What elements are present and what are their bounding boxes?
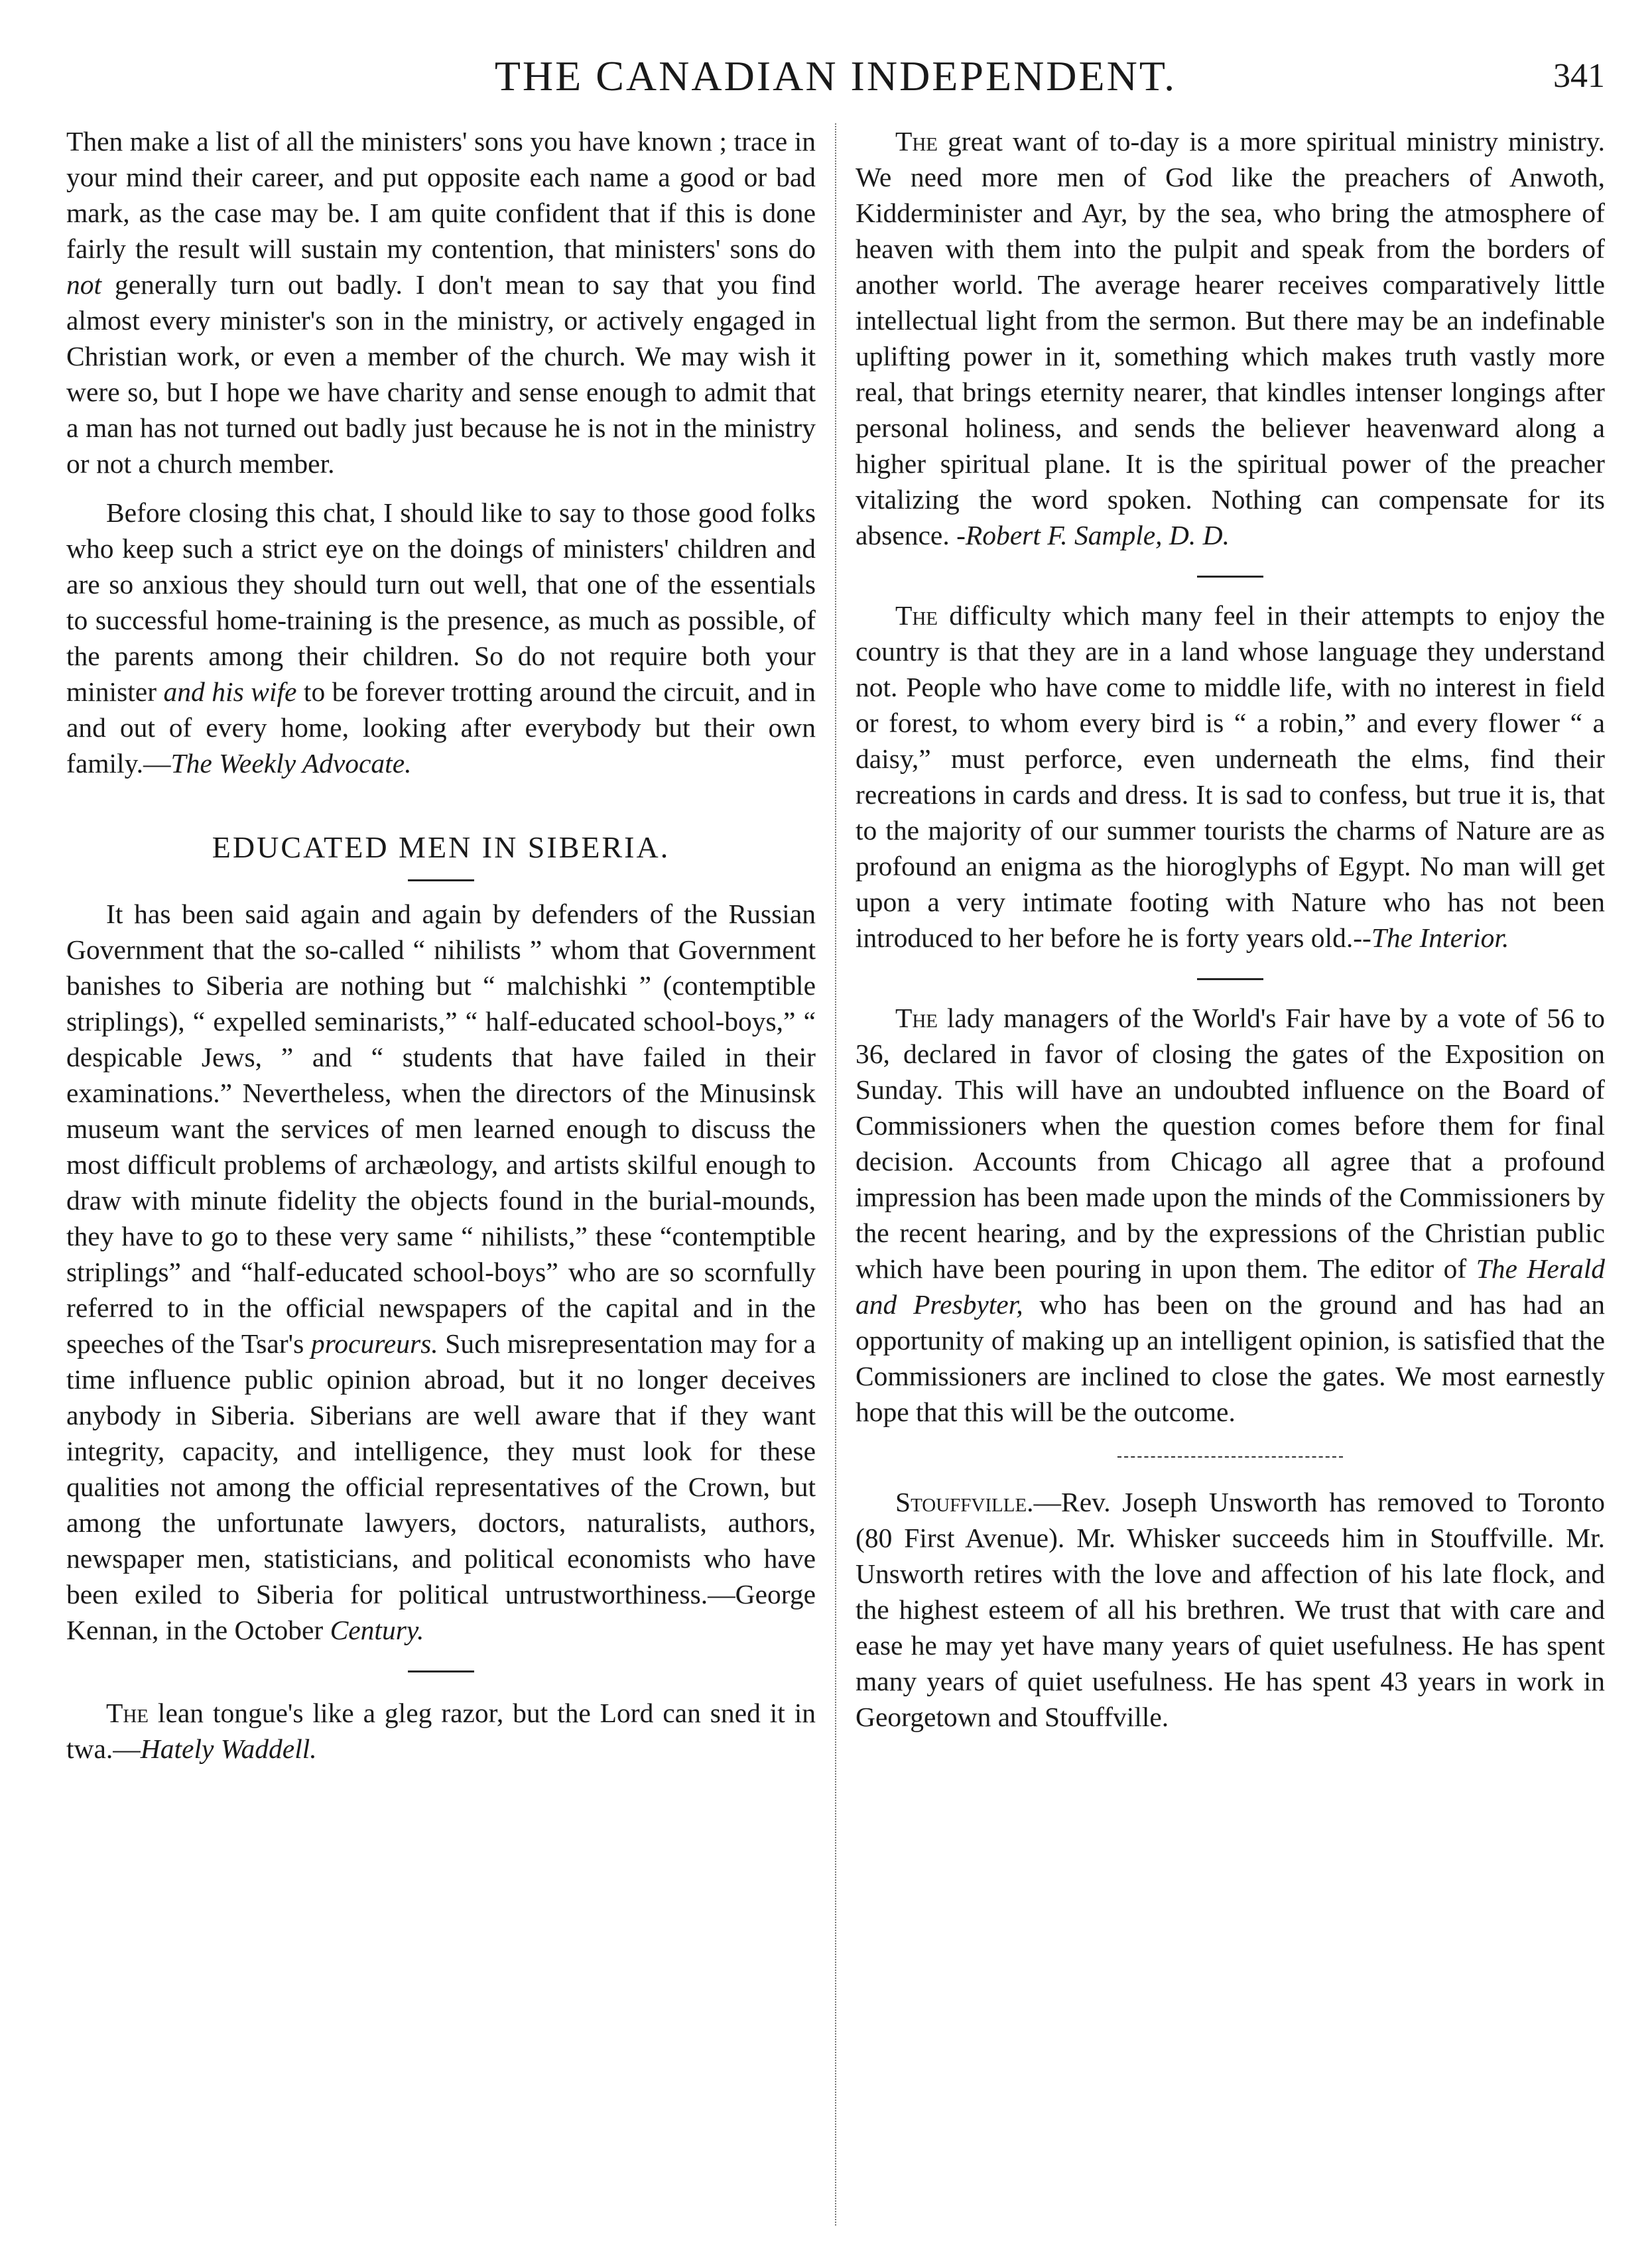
separator-rule xyxy=(1197,978,1263,980)
closing-chat-paragraph: Before closing this chat, I should like to say to those good folks who keep such a strict eye on the doings of ministers' children and are so anxious they should turn out well, that one of the essentials to successful home-training is the presence, as much as possible, of the parents among their children. So do not require both your minister and his wife to be forever trotting around the circuit, and in and out of every home, looking after everybody but their own family.—The Weekly Advocate. xyxy=(66,497,816,779)
section-rule xyxy=(408,879,474,881)
worlds-fair-paragraph: The lady managers of the World's Fair have by a vote of 56 to 36, declared in favor of closing the gates of the Exposition on Sunday. This will have an undoubted influence on the Board of Commissioners when the question comes before them for final decision. Accounts from Chicago all agree that a profound impression has been made upon the minds of the Commissioners by the recent hearing, and by the expressions of the Christian public which have been pouring in upon them. The editor of The Herald and Presbyter, who has been on the ground and has had an opportunity of making up an intelligent opinion, is satisfied that the Commissioners are inclined to close the gates. We most earnestly hope that this will be the outcome. xyxy=(856,1003,1605,1427)
interior-source: The Interior. xyxy=(1371,922,1509,953)
lean-tongue-paragraph: The lean tongue's like a gleg razor, but the Lord can sned it in twa.—Hately Waddell. xyxy=(66,1698,816,1764)
siberia-paragraph: It has been said again and again by defenders of the Russian Government that the so-called “ nihilists ” whom that Government banishes to Siberia are nothing but “ malchishki ” (contemptible striplings), “ expelled seminarists,” “ half-educated school-boys,” “ despicable Jews, ” and “ students that have failed in their examinations.” Nevertheless, when the directors of the Minusinsk museum want the services of men learned enough to discuss the most difficult problems of archæology, and artists skilful enough to draw with minute fidelity the objects found in the burial-mounds, they have to go to these very same “ nihilists,” these “contemptible striplings” and “half-educated school-boys” who are so scornfully referred to in the official newspapers of the capital and in the speeches of the Tsar's procureurs. Such misrepresentation may for a time influence public opinion abroad, but it no longer deceives anybody in Siberia. Siberians are well aware that if they want integrity, capacity, and intelligence, they must look for these qualities not among the official representatives of the Crown, but among the unfortunate lawyers, doctors, naturalists, authors, newspaper men, statisticians, and political economists who have been exiled to Siberia for political untrustworthiness.—George Kennan, in the October Century. xyxy=(66,899,816,1645)
columns xyxy=(66,123,1605,1767)
robert-sample-source: Robert F. Sample, D. D. xyxy=(965,520,1230,550)
page-header xyxy=(66,40,1605,119)
separator-rule xyxy=(1197,576,1263,578)
weekly-advocate-source: The Weekly Advocate. xyxy=(170,748,412,779)
publication-title: THE CANADIAN INDEPENDENT. xyxy=(494,52,1177,99)
hately-waddell-source: Hately Waddell. xyxy=(140,1733,317,1764)
newspaper-page xyxy=(66,40,1605,2241)
separator-rule xyxy=(1117,1456,1343,1458)
page-number: 341 xyxy=(1553,57,1605,95)
right-column xyxy=(856,123,1605,1767)
ministers-sons-paragraph: Then make a list of all the ministers' sons you have known ; trace in your mind their career, and put opposite each name a good or bad mark, as the case may be. I am quite confident that if this is done fairly the result will sustain my contention, that ministers' sons do not generally turn out badly. I don't mean to say that you find almost every minister's son in the ministry, or actively engaged in Christian work, or even a member of the church. We may wish it were so, but I hope we have charity and sense enough to admit that a man has not turned out badly just because he is not in the ministry or not a church member. xyxy=(66,126,816,479)
separator-rule xyxy=(408,1670,474,1672)
spiritual-ministry-paragraph: The great want of to-day is a more spiritual ministry ministry. We need more men of God like the preachers of Anwoth, Kidderminister and Ayr, by the sea, who bring the atmosphere of heaven with them into the pulpit and speak from the borders of another world. The average hearer receives comparatively little intellectual light from the sermon. But there may be an indefinable uplifting power in it, something which makes truth vastly more real, that brings eternity nearer, that kindles intenser longings after personal holiness, and sends the believer heavenward along a higher spiritual plane. It is the spiritual power of the preacher vitalizing the word spoken. Nothing can compensate for its absence. -Robert F. Sample, D. D. xyxy=(856,126,1605,550)
column-divider xyxy=(835,123,836,2226)
century-source: Century. xyxy=(330,1615,424,1645)
stouffville-paragraph: Stouffville.—Rev. Joseph Unsworth has removed to Toronto (80 First Avenue). Mr. Whisker succeeds him in Stouffville. Mr. Unsworth retires with the love and affection of his late flock, and the highest esteem of all his brethren. We trust that with care and ease he may yet have many years of quiet usefulness. He has spent many years of quiet usefulness. He has spent 43 years in work in Georgetown and Stouffville. xyxy=(856,1487,1605,1732)
left-column xyxy=(66,123,816,1767)
siberia-section-title: EDUCATED MEN IN SIBERIA. xyxy=(212,830,670,864)
country-language-paragraph: The difficulty which many feel in their attempts to enjoy the country is that they are in a land whose language they understand not. People who have come to middle life, with no interest in field or forest, to whom every bird is “ a robin,” and every flower “ a daisy,” must perforce, even underneath the elms, find their recreations in cards and dress. It is sad to confess, but true it is, that to the majority of our summer tourists the charms of Nature are as profound an enigma as the hioroglyphs of Egypt. No man will get upon a very intimate footing with Nature who has not been introduced to her before he is forty years old.--The Interior. xyxy=(856,600,1605,953)
